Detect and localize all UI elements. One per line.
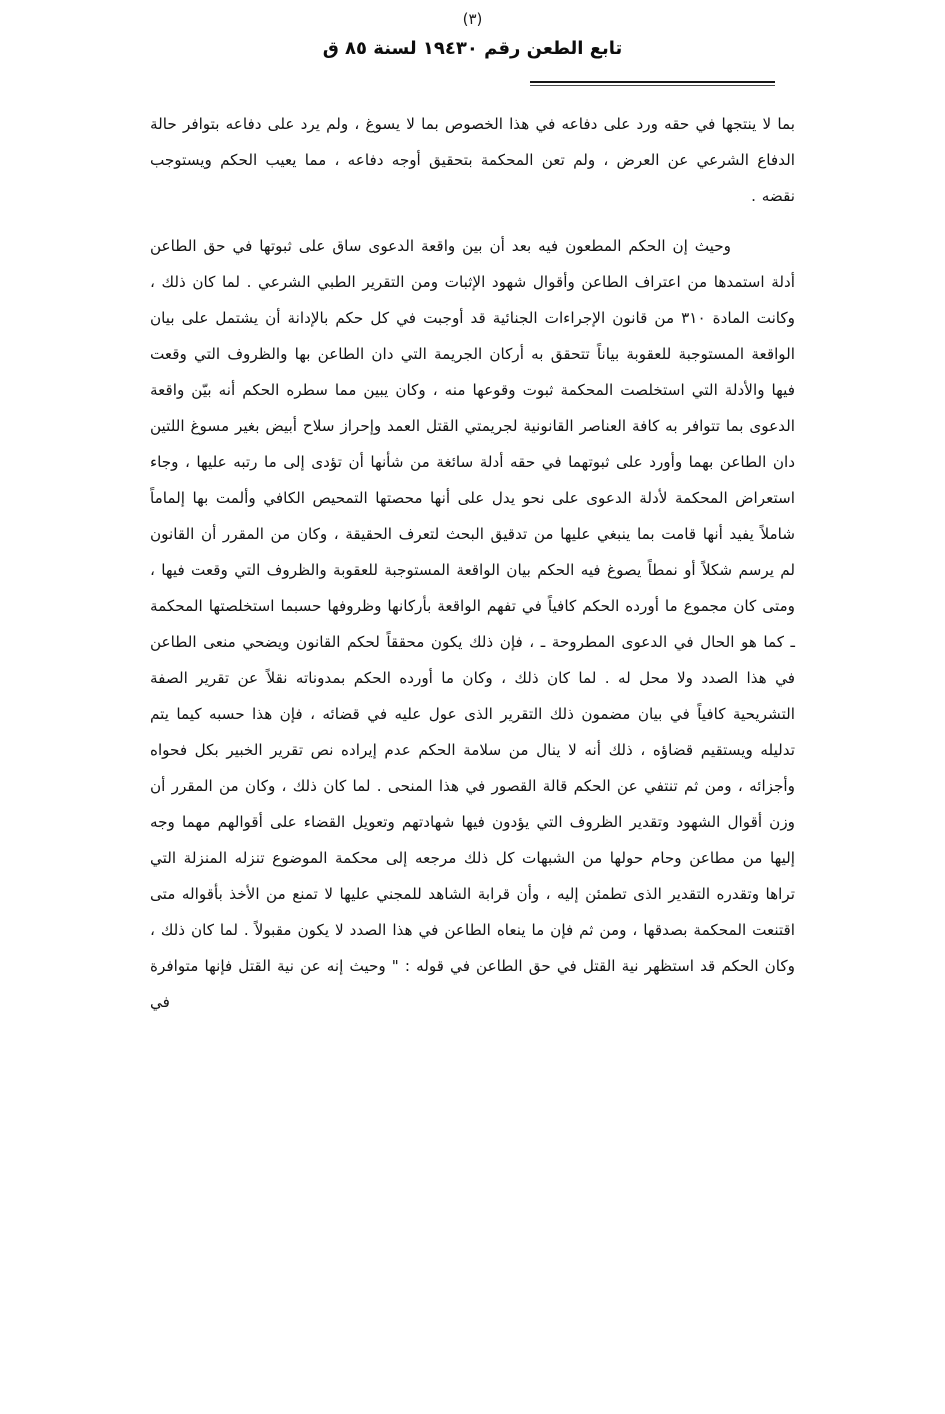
body-paragraph: وحيث إن الحكم المطعون فيه بعد أن بين واقعة الدعوى ساق على ثبوتها في حق الطاعن أدلة استمدها من اعتراف الطاعن وأقوال شهود الإثبات ومن التقرير الطبي الشرعي . لما كان ذلك ، وكانت المادة ٣١٠ من قانون الإجراءات الجنائية قد أوجبت في كل حكم بالإدانة أن يشتمل على بيان الواقعة المستوجبة للعقوبة بياناً تتحقق به أركان الجريمة التي دان الطاعن بها والظروف التي وقعت فيها والأدلة التي استخلصت المحكمة ثبوت وقوعها منه ، وكان يبين مما سطره الحكم أنه بيّن واقعة الدعوى بما تتوافر به كافة العناصر القانونية لجريمتي القتل العمد وإحراز سلاح أبيض بغير مسوغ اللتين دان الطاعن بهما وأورد على ثبوتهما في حقه أدلة سائغة من شأنها أن تؤدى إلى ما رتبه عليها ، وجاء استعراض المحكمة لأدلة الدعوى على نحو يدل على أنها محصتها التمحيص الكافي وألمت بها إلماماً شاملاً يفيد أنها قامت بما ينبغي عليها من تدقيق البحث لتعرف الحقيقة ، وكان من المقرر أن القانون لم يرسم شكلاً أو نمطاً يصوغ فيه الحكم بيان الواقعة المستوجبة للعقوبة والظروف التي وقعت فيها ، ومتى كان مجموع ما أورده الحكم كافياً في تفهم الواقعة بأركانها وظروفها حسبما استخلصتها المحكمة ـ كما هو الحال في الدعوى المطروحة ـ ، فإن ذلك يكون محققاً لحكم القانون ويضحي منعى الطاعن في هذا الصدد ولا محل له . لما كان ذلك ، وكان ما أورده الحكم بمدوناته نقلاً عن تقرير الصفة التشريحية كافياً في بيان مضمون ذلك التقرير الذى عول عليه في قضائه ، فإن هذا حسبه كيما يتم تدليله ويستقيم قضاؤه ، ذلك أنه لا ينال من سلامة الحكم عدم إيراده نص تقرير الخبير بكل فحواه وأجزائه ، ومن ثم تنتفي عن الحكم قالة القصور في هذا المنحى . لما كان ذلك ، وكان من المقرر أن وزن أقوال الشهود وتقدير الظروف التي يؤدون فيها شهادتهم وتعويل القضاء على أقوالهم مهما وجه إليها من مطاعن وحام حولها من الشبهات كل ذلك مرجعه إلى محكمة الموضوع تنزله المنزلة التي تراها وتقدره التقدير الذى تطمئن إليه ، وأن قرابة الشاهد للمجني عليها لا تمنع من الأخذ بأقواله متى اقتنعت المحكمة بصدقها ، ومن ثم فإن ما ينعاه الطاعن في هذا الصدد لا يكون مقبولاً . لما كان ذلك ، وكان الحكم قد استظهر نية القتل في حق الطاعن في قوله : " وحيث إنه عن نية القتل فإنها متوافرة في xyxy=(150,237,795,1011)
case-reference-title: تابع الطعن رقم ١٩٤٣٠ لسنة ٨٥ ق xyxy=(322,38,623,59)
document-header xyxy=(150,38,795,59)
page-number: (٣) xyxy=(462,10,483,28)
header-divider xyxy=(530,81,775,86)
divider-line-top xyxy=(530,81,775,83)
document-body xyxy=(150,106,795,1034)
body-paragraph: بما لا ينتجها في حقه ورد على دفاعه في هذا الخصوص بما لا يسوغ ، ولم يرد على دفاعه بتوافر حالة الدفاع الشرعي عن العرض ، ولم تعن المحكمة بتحقيق أوجه دفاعه ، مما يعيب الحكم ويستوجب نقضه . xyxy=(150,115,795,205)
divider-line-bottom xyxy=(530,85,775,86)
